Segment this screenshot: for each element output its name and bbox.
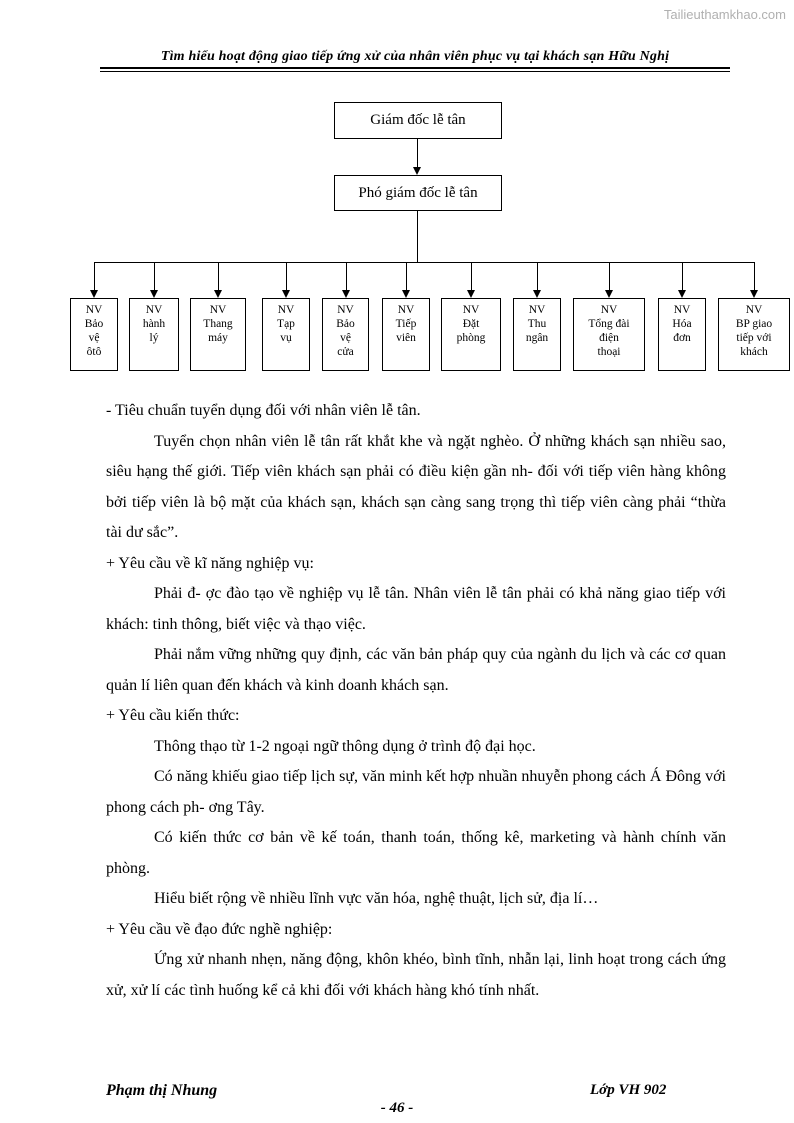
arrow-head <box>150 290 158 298</box>
connector-department <box>609 262 610 290</box>
department-label-line: Tiếp <box>395 318 417 330</box>
department-label-line: máy <box>208 332 228 344</box>
org-node-department <box>513 298 561 371</box>
department-label-line: NV <box>397 304 415 316</box>
department-label-line: Thu <box>527 318 547 330</box>
paragraph: Hiểu biết rộng về nhiều lĩnh vực văn hóa, nghệ thuật, lịch sử, địa lí… <box>154 890 599 907</box>
org-node-department <box>262 298 310 371</box>
department-label-line: vụ <box>280 332 292 344</box>
department-label-line: NV <box>145 304 163 316</box>
department-label-line: thoại <box>597 346 621 358</box>
org-node-department <box>322 298 369 371</box>
arrow-head <box>402 290 410 298</box>
paragraph: Có kiến thức cơ bản về kế toán, thanh toán, thống kê, marketing và hành chính văn phòng. <box>106 829 726 877</box>
department-label-line: NV <box>745 304 763 316</box>
org-node-department <box>441 298 501 371</box>
department-label-line: ôtô <box>86 346 102 358</box>
org-node-deputy-label: Phó giám đốc lễ tân <box>358 184 478 201</box>
department-label-line: NV <box>600 304 618 316</box>
org-node-deputy-director <box>334 175 502 211</box>
department-label-line: Đặt <box>462 318 480 330</box>
arrow-head <box>750 290 758 298</box>
department-label-line: tiếp với <box>736 332 772 344</box>
department-label-line: NV <box>462 304 480 316</box>
paragraph: Phải đ- ợc đào tạo về nghiệp vụ lễ tân. Nhân viên lễ tân phải có khả năng giao tiếp với khách: tinh thông, biết việc và thạo việc. <box>106 585 726 633</box>
connector-department <box>537 262 538 290</box>
arrow-head <box>90 290 98 298</box>
connector-deputy-bus <box>417 211 418 262</box>
org-node-department <box>573 298 645 371</box>
department-label-line: khách <box>740 346 768 358</box>
department-label-line: Thang <box>203 318 233 330</box>
connector-department <box>218 262 219 290</box>
department-label-line: điện <box>599 332 619 344</box>
arrow-head <box>533 290 541 298</box>
arrow-head <box>467 290 475 298</box>
footer-class: Lớp VH 902 <box>590 1082 667 1098</box>
connector-bus <box>94 262 754 263</box>
header-rule <box>100 67 730 69</box>
department-label-line: NV <box>85 304 103 316</box>
paragraph: - Tiêu chuẩn tuyển dụng đối với nhân viên lễ tân. <box>106 402 421 419</box>
org-node-department <box>70 298 118 371</box>
org-node-department <box>190 298 246 371</box>
department-label-line: hành <box>142 318 166 330</box>
paragraph: Phải nắm vững những quy định, các văn bản pháp quy của ngành du lịch và các cơ quan quản lí liên quan đến khách và kinh doanh khách sạn. <box>106 646 726 694</box>
department-label-line: Tổng đài <box>588 318 630 330</box>
header-rule-thin <box>100 71 730 72</box>
connector-department <box>346 262 347 290</box>
department-label-line: cửa <box>337 346 354 358</box>
department-label-line: Bảo <box>84 318 104 330</box>
paragraph: Tuyển chọn nhân viên lễ tân rất khắt khe và ngặt nghèo. Ở những khách sạn nhiều sao, siêu hạng thế giới. Tiếp viên khách sạn phải có điều kiện gần nh- đối với tiếp viên hàng không bởi tiếp viên là bộ mặt của khách sạn, khách sạn càng sang trọng thì tiếp viên càng phải “thừa tài dư sắc”. <box>106 432 726 541</box>
department-label-line: vệ <box>88 332 100 344</box>
connector-department <box>154 262 155 290</box>
connector-director-deputy <box>417 139 418 167</box>
department-label-line: đơn <box>673 332 691 344</box>
paragraph: Ứng xử nhanh nhẹn, năng động, khôn khéo, bình tĩnh, nhẫn lại, linh hoạt trong cách ứng xử, xử lí các tình huống kể cả khi đối với khách hàng khó tính nhất. <box>106 951 726 999</box>
department-label-line: NV <box>528 304 546 316</box>
connector-department <box>682 262 683 290</box>
arrow-head <box>282 290 290 298</box>
paragraph: Thông thạo từ 1-2 ngoại ngữ thông dụng ở trình độ đại học. <box>154 737 536 755</box>
arrow-head <box>413 167 421 175</box>
department-label-line: vệ <box>340 332 351 344</box>
department-label-line: lý <box>149 332 159 344</box>
department-label-line: NV <box>673 304 691 316</box>
arrow-head <box>342 290 350 298</box>
page-number: - 46 - <box>380 1100 414 1116</box>
department-label-line: NV <box>337 304 354 316</box>
footer-author: Phạm thị Nhung <box>106 1082 218 1099</box>
department-label-line: BP giao <box>735 318 773 330</box>
connector-department <box>406 262 407 290</box>
org-node-department <box>718 298 790 371</box>
department-label-line: Bảo <box>336 318 355 330</box>
arrow-head <box>605 290 613 298</box>
department-label-line: viên <box>396 332 416 344</box>
org-node-department <box>129 298 179 371</box>
connector-department <box>286 262 287 290</box>
org-node-department <box>382 298 430 371</box>
department-label-line: Tạp <box>277 318 295 330</box>
paragraph: + Yêu cầu về đạo đức nghề nghiệp: <box>106 920 333 938</box>
department-label-line: Hóa <box>672 318 692 330</box>
arrow-head <box>214 290 222 298</box>
watermark: Tailieuthamkhao.com <box>663 7 786 22</box>
department-label-line: phòng <box>456 332 486 344</box>
connector-department <box>94 262 95 290</box>
org-node-director <box>334 102 502 139</box>
connector-department <box>471 262 472 290</box>
org-node-director-label: Giám đốc lễ tân <box>370 112 466 128</box>
document-body <box>106 396 726 1006</box>
department-label-line: ngân <box>525 332 549 344</box>
department-label-line: NV <box>277 304 295 316</box>
paragraph: + Yêu cầu kiến thức: <box>106 707 240 724</box>
paragraph: Có năng khiếu giao tiếp lịch sự, văn minh kết hợp nhuần nhuyễn phong cách Á Đông với phong cách ph- ơng Tây. <box>106 768 726 816</box>
department-label-line: NV <box>209 304 227 316</box>
connector-department <box>754 262 755 290</box>
page-header-title: Tìm hiểu hoạt động giao tiếp ứng xử của nhân viên phục vụ tại khách sạn Hữu Nghị <box>160 49 670 64</box>
arrow-head <box>678 290 686 298</box>
paragraph: + Yêu cầu về kĩ năng nghiệp vụ: <box>106 554 314 572</box>
org-node-department <box>658 298 706 371</box>
